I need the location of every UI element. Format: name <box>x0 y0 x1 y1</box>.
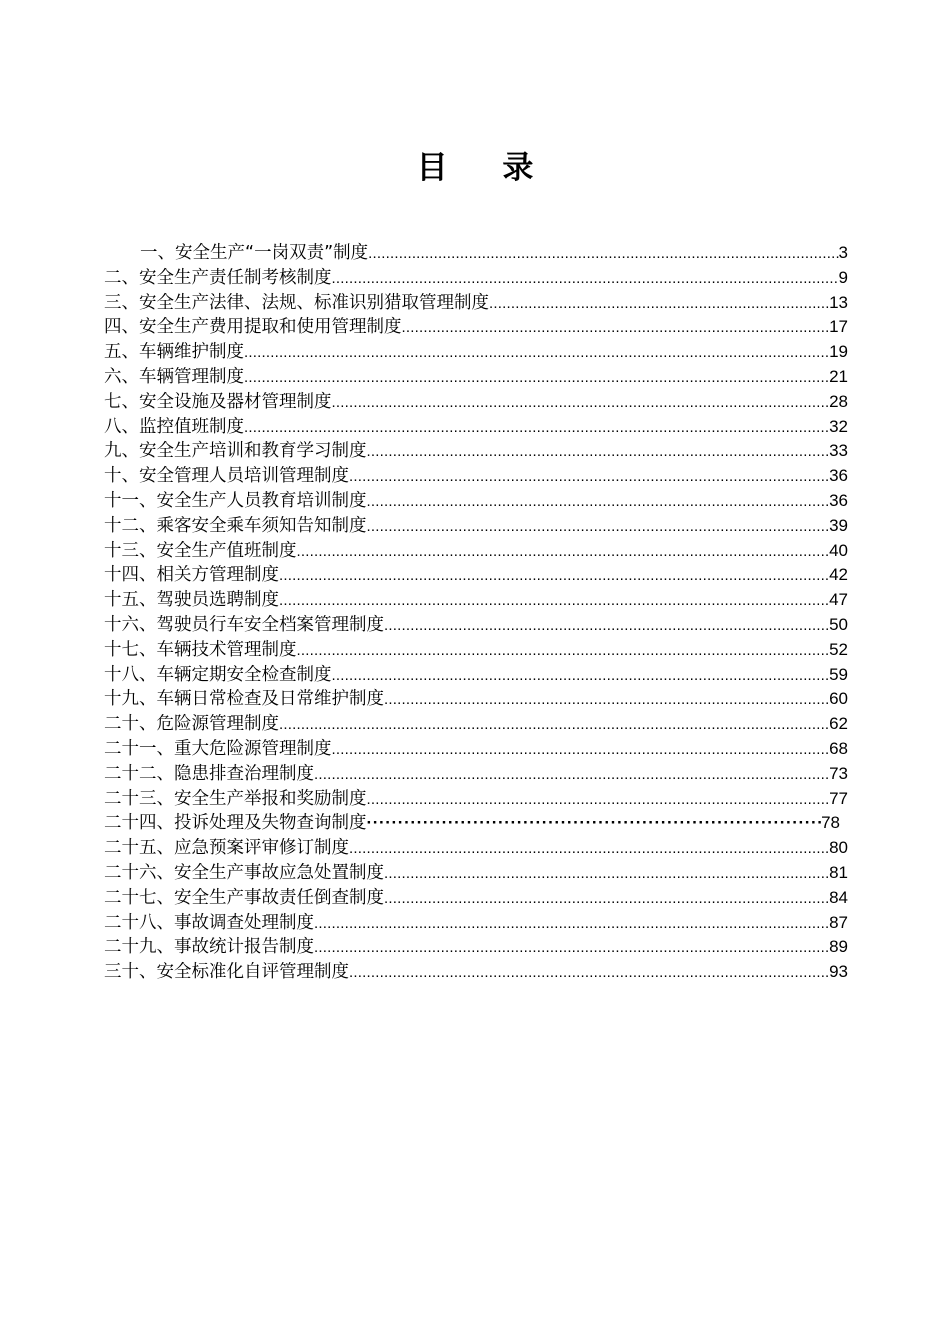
toc-entry[interactable] <box>104 663 848 688</box>
toc-entry-page: 77 <box>829 788 848 808</box>
toc-entry[interactable] <box>104 712 848 737</box>
toc-entry-label: 十三、安全生产值班制度 <box>104 540 297 561</box>
toc-entry-label: 二、安全生产责任制考核制度 <box>104 267 332 288</box>
toc-dot-leader <box>279 589 829 614</box>
toc-entry-page: 59 <box>829 664 848 684</box>
toc-dot-leader <box>384 614 829 639</box>
toc-entry-label: 十、安全管理人员培训管理制度 <box>104 466 349 487</box>
toc-entry[interactable] <box>104 911 848 936</box>
toc-entry[interactable] <box>104 886 848 911</box>
page-title: 目 录 <box>416 150 556 186</box>
toc-entry-label: 三十、安全标准化自评管理制度 <box>104 962 349 983</box>
toc-entry[interactable] <box>104 613 848 638</box>
toc-entry-page: 62 <box>829 714 848 734</box>
toc-dot-leader <box>367 440 830 465</box>
toc-entry-label: 十八、车辆定期安全检查制度 <box>104 664 332 685</box>
toc-dot-leader <box>349 465 829 490</box>
toc-entry[interactable] <box>104 960 848 985</box>
toc-entry[interactable] <box>104 836 848 861</box>
toc-entry[interactable] <box>104 514 848 539</box>
toc-entry-page: 28 <box>829 391 848 411</box>
toc-dot-leader <box>332 267 839 292</box>
toc-entry-page: 93 <box>829 962 848 982</box>
toc-entry[interactable] <box>104 588 848 613</box>
toc-entry[interactable] <box>104 563 848 588</box>
toc-entry[interactable] <box>104 489 848 514</box>
toc-dot-leader <box>279 713 829 738</box>
toc-entry-page: 89 <box>829 937 848 957</box>
toc-entry-page: 68 <box>829 738 848 758</box>
toc-entry[interactable] <box>104 811 840 836</box>
toc-dot-leader <box>349 961 829 986</box>
toc-entry-label: 十七、车辆技术管理制度 <box>104 639 297 660</box>
toc-dot-leader <box>314 912 829 937</box>
toc-entry-page: 19 <box>829 342 848 362</box>
toc-entry[interactable] <box>104 539 848 564</box>
toc-entry-label: 八、监控值班制度 <box>104 416 244 437</box>
toc-dot-leader <box>367 788 830 813</box>
toc-entry[interactable] <box>104 638 848 663</box>
toc-entry-page: 3 <box>838 243 848 262</box>
toc-dot-leader <box>244 341 829 366</box>
toc-entry[interactable] <box>104 340 848 365</box>
toc-entry-label: 二十八、事故调查处理制度 <box>104 912 314 933</box>
toc-entry-label: 五、车辆维护制度 <box>104 342 244 363</box>
toc-entry[interactable] <box>104 365 848 390</box>
toc-dot-leader <box>332 391 830 416</box>
toc-entry-page: 50 <box>829 614 848 634</box>
toc-entry-page: 47 <box>829 590 848 610</box>
toc-entry-label: 七、安全设施及器材管理制度 <box>104 391 332 412</box>
toc-entry-page: 81 <box>829 862 848 882</box>
toc-dot-leader <box>314 763 829 788</box>
toc-entry-page: 84 <box>829 887 848 907</box>
toc-entry-label: 二十七、安全生产事故责任倒查制度 <box>104 887 384 908</box>
toc-entry-page: 87 <box>829 912 848 932</box>
toc-entry-page: 21 <box>829 366 848 386</box>
toc-entry-label: 四、安全生产费用提取和使用管理制度 <box>104 317 402 338</box>
toc-entry-label: 一、安全生产“一岗双责”制度 <box>140 243 369 263</box>
toc-dot-leader <box>367 515 830 540</box>
toc-entry-page: 33 <box>829 441 848 461</box>
toc-entry-label: 二十二、隐患排查治理制度 <box>104 763 314 784</box>
toc-entry[interactable] <box>104 315 848 340</box>
toc-entry-page: 73 <box>829 763 848 783</box>
toc-entry-label: 二十五、应急预案评审修订制度 <box>104 838 349 859</box>
toc-entry[interactable] <box>104 439 848 464</box>
toc-entry-label: 十一、安全生产人员教育培训制度 <box>104 490 367 511</box>
toc-entry-page: 9 <box>838 267 848 287</box>
toc-entry[interactable] <box>104 390 848 415</box>
toc-dot-leader <box>279 564 829 589</box>
toc-entry-label: 二十一、重大危险源管理制度 <box>104 738 332 759</box>
toc-dot-leader <box>384 688 829 713</box>
toc-entry-label: 十九、车辆日常检查及日常维护制度 <box>104 689 384 710</box>
toc-entry-page: 42 <box>829 565 848 585</box>
toc-dot-leader <box>384 887 829 912</box>
toc-entry-page: 80 <box>829 838 848 858</box>
toc-entry-label: 六、车辆管理制度 <box>104 366 244 387</box>
toc-entry-label: 二十九、事故统计报告制度 <box>104 937 314 958</box>
toc-entry-page: 36 <box>829 466 848 486</box>
toc-dot-leader <box>244 366 829 391</box>
toc-dot-leader <box>297 639 830 664</box>
toc-entry[interactable] <box>104 861 848 886</box>
toc-entry[interactable] <box>104 415 848 440</box>
toc-entry-label: 九、安全生产培训和教育学习制度 <box>104 441 367 462</box>
toc-dot-leader <box>367 490 830 515</box>
toc-entry-label: 二十三、安全生产举报和奖励制度 <box>104 788 367 809</box>
toc-dot-leader <box>332 664 830 689</box>
toc-dot-leader <box>244 416 829 441</box>
toc-entry-page: 32 <box>829 416 848 436</box>
toc-dot-leader <box>402 316 830 341</box>
toc-entry-label: 二十、危险源管理制度 <box>104 714 279 735</box>
toc-entry-page: 52 <box>829 639 848 659</box>
toc-entry-label: 二十四、投诉处理及失物查询制度 <box>104 813 367 834</box>
toc-entry-page: 13 <box>829 292 848 312</box>
toc-dot-leader <box>314 936 829 961</box>
toc-entry[interactable] <box>104 762 848 787</box>
toc-entry-page: 36 <box>829 490 848 510</box>
toc-entry[interactable] <box>104 787 848 812</box>
toc-dot-leader <box>332 738 830 763</box>
toc-entry-page: 60 <box>829 689 848 709</box>
toc-entry-page: 17 <box>829 317 848 337</box>
toc-entry[interactable] <box>104 291 848 316</box>
toc-dot-leader <box>367 811 822 836</box>
toc-entry[interactable] <box>104 266 848 291</box>
toc-entry[interactable] <box>104 687 848 712</box>
toc-dot-leader <box>489 292 829 317</box>
toc-dot-leader <box>384 862 829 887</box>
toc-entry[interactable] <box>104 241 848 266</box>
toc-entry-label: 十五、驾驶员选聘制度 <box>104 590 279 611</box>
toc-entry-label: 十四、相关方管理制度 <box>104 565 279 586</box>
toc-entry-page: 40 <box>829 540 848 560</box>
toc-entry-page: 78 <box>821 813 840 833</box>
toc-entry-label: 二十六、安全生产事故应急处置制度 <box>104 862 384 883</box>
toc-dot-leader <box>297 540 830 565</box>
toc-entry-label: 十六、驾驶员行车安全档案管理制度 <box>104 614 384 635</box>
table-of-contents <box>104 241 848 985</box>
toc-entry[interactable] <box>104 464 848 489</box>
toc-entry-label: 三、安全生产法律、法规、标准识别猎取管理制度 <box>104 292 489 313</box>
toc-entry[interactable] <box>104 935 848 960</box>
toc-entry[interactable] <box>104 737 848 762</box>
toc-dot-leader <box>349 837 829 862</box>
toc-entry-label: 十二、乘客安全乘车须知告知制度 <box>104 515 367 536</box>
toc-dot-leader <box>368 242 838 267</box>
toc-entry-page: 39 <box>829 515 848 535</box>
